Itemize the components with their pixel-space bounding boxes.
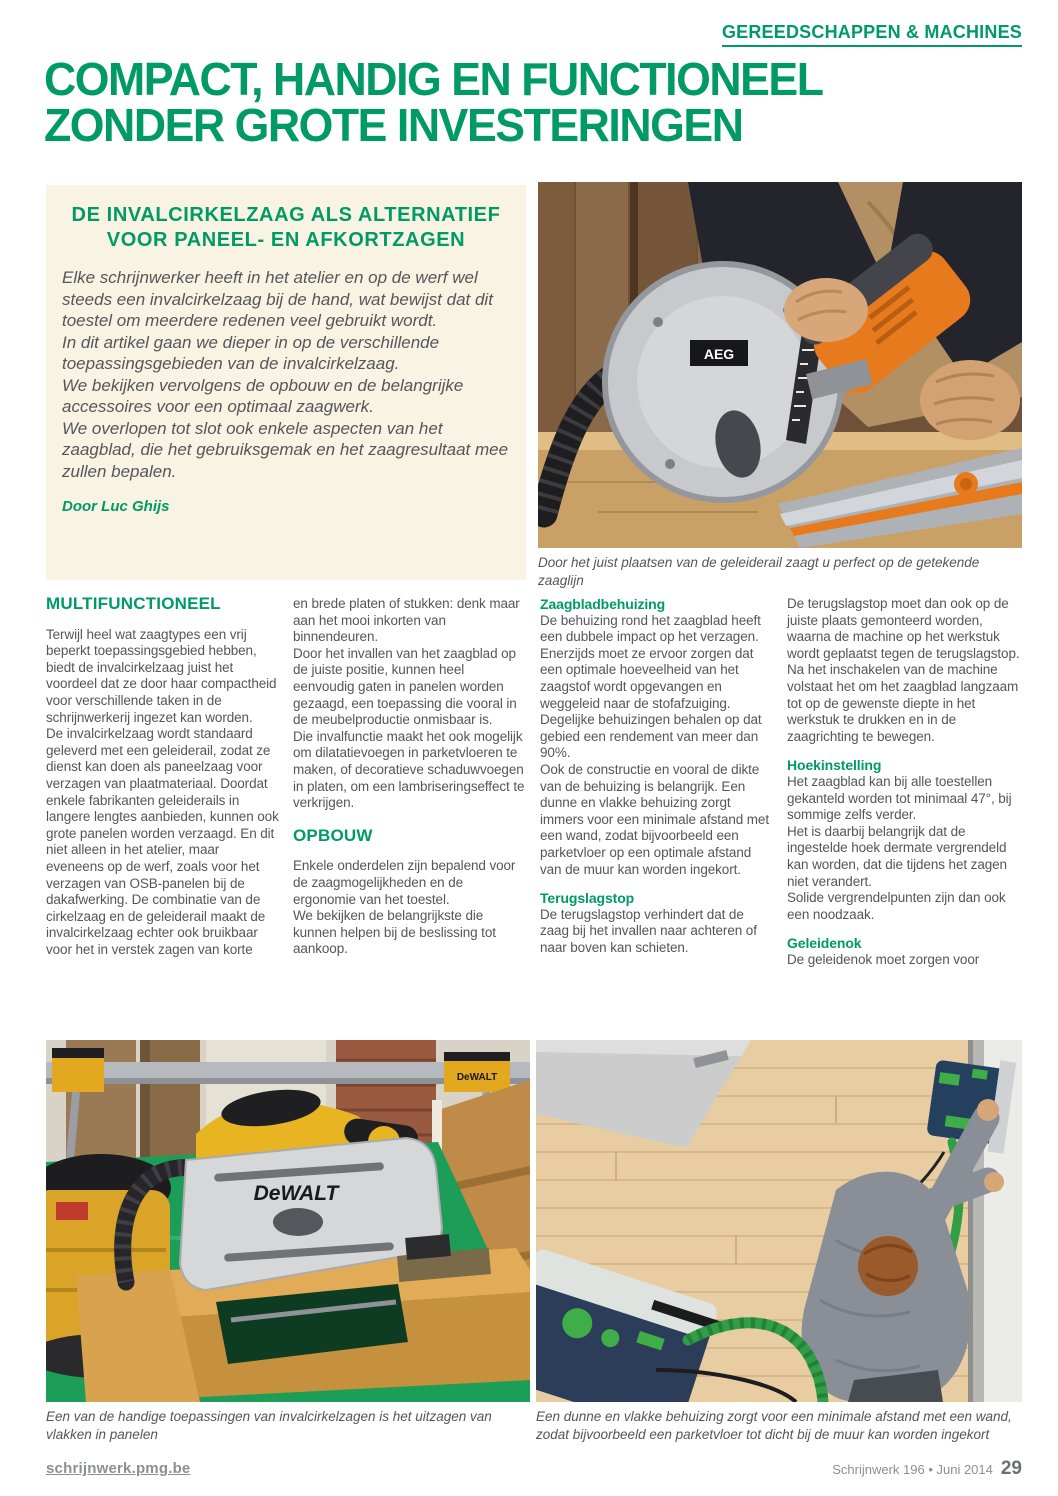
photo-dewalt-panel-cutout (46, 1040, 530, 1402)
intro-heading-line1: DE INVALCIRKELZAAG ALS ALTERNATIEF (71, 204, 501, 226)
body-paragraph: Ook de constructie en vooral de dikte van de behuizing is belangrijk. Een dunne en vlakke behuizing zorgt immers voor een minimale afstand met een wand, zodat bijvoorbeeld een parketvloer op een optimale afstand van de muur kan worden ingekort. (540, 761, 769, 877)
section-heading-multifunctioneel: MULTIFUNCTIONEEL (46, 594, 221, 613)
body-paragraph: Door het invallen van het zaagblad op de juiste positie, kunnen heel eenvoudig gaten in panelen worden gezaagd, een toepassing die vooral in de meubelproductie onmisbaar is. (293, 645, 517, 728)
body-paragraph: De behuizing rond het zaagblad heeft een dubbele impact op het verzagen. (540, 612, 761, 645)
body-paragraph: Enerzijds moet ze ervoor zorgen dat een optimale hoeveelheid van het zaagstof wordt opgevangen en weggeleid naar de stofafzuiging. (540, 645, 754, 711)
photo-caption-bottom-right: Een dunne en vlakke behuizing zorgt voor een minimale afstand met een wand, zodat bijvoorbeeld een parketvloer tot dicht bij de muur kan worden ingekort (536, 1409, 1012, 1442)
body-paragraph: Het zaagblad kan bij alle toestellen gekanteld worden tot minimaal 47°, bij sommige zelfs verder. (787, 773, 1012, 823)
photo-aeg-plunge-saw (538, 182, 1022, 548)
body-paragraph: Enkele onderdelen zijn bepalend voor de zaagmogelijkheden en de ergonomie van het toestel. (293, 858, 516, 907)
photo-parquet-wall-saw (536, 1040, 1022, 1402)
body-paragraph: Terwijl heel wat zaagtypes een vrij beperkt toepassingsgebied hebben, biedt de invalcirkelzaag juist het voordeel dat ze door haar compactheid voor verschillende taken in de schrijnwerkerij ingezet kan worden. (46, 626, 277, 725)
body-paragraph: De terugslagstop moet dan ook op de juiste plaats gemonteerd worden, waarna de machine op het werkstuk wordt geplaatst tegen de terugslagstop. (787, 596, 1020, 661)
footer-website-link[interactable]: schrijnwerk.pmg.be (46, 1460, 191, 1477)
intro-paragraph: Elke schrijnwerker heeft in het atelier en op de werf wel steeds een invalcirkelzaag bij de hand, wat bewijst dat dit toestel om meerdere redenen veel gebruikt wordt. (62, 268, 493, 330)
article-column-1 (46, 596, 279, 968)
footer-issue-info (832, 1458, 1022, 1480)
section-kicker: GEREEDSCHAPPEN & MACHINES (722, 22, 1022, 47)
photo-dewalt-illustration (46, 1040, 530, 1402)
subheading-hoekinstelling: Hoekinstelling (787, 757, 882, 774)
author-byline: Door Luc Ghijs (62, 498, 170, 515)
intro-paragraph: We bekijken vervolgens de opbouw en de belangrijke accessoires voor een optimaal zaagwerk. (62, 375, 464, 416)
body-paragraph: We bekijken de belangrijkste die kunnen helpen bij de beslissing tot aankoop. (293, 908, 496, 957)
article-body (46, 596, 1022, 968)
subheading-zaagbladbehuizing: Zaagbladbehuizing (540, 596, 666, 612)
body-paragraph: De terugslagstop verhindert dat de zaag bij het invallen naar achteren of naar boven kan schieten. (540, 906, 757, 955)
aeg-brand-label: AEG (703, 346, 735, 362)
section-heading-opbouw: OPBOUW (293, 825, 373, 845)
intro-paragraph: In dit artikel gaan we dieper in op de verschillende toepassingsgebieden van de invalcirkelzaag. (62, 332, 440, 373)
subheading-geleidenok: Geleidenok (787, 935, 862, 952)
photo-caption-top: Door het juist plaatsen van de geleiderail zaagt u perfect op de getekende zaaglijn (538, 555, 980, 588)
article-column-4 (787, 596, 1020, 968)
body-paragraph: en brede platen of stukken: denk maar aan het mooi inkorten van binnendeuren. (293, 596, 520, 645)
body-paragraph: De geleidenok moet zorgen voor (787, 951, 980, 967)
intro-heading (62, 203, 510, 253)
footer-issue-text: Schrijnwerk 196 • Juni 2014 (832, 1462, 993, 1477)
page-title (44, 53, 823, 151)
intro-box (46, 185, 526, 580)
body-paragraph: Degelijke behuizingen behalen op dat gebied een rendement van meer dan 90%. (540, 712, 762, 761)
subheading-terugslagstop: Terugslagstop (540, 890, 635, 907)
body-paragraph: De invalcirkelzaag wordt standaard geleverd met een geleiderail, zodat ze dienst kan doen als paneelzaag voor verzagen van plaatmateriaal. Doordat enkele fabrikanten geleiderails in langere lengtes aanbieden, kunnen ook grote panelen worden verzaagd. En dit niet alleen in het atelier, maar eveneens op de werf, zoals voor het verzagen van OSB-panelen bij de dakafwerking. De combinatie van de cirkelzaag en de geleiderail maakt de invalcirkelzaag echter ook bruikbaar voor het in verstek zagen van korte (46, 726, 279, 957)
article-column-3 (540, 596, 773, 968)
page-title-line1: COMPACT, HANDIG EN FUNCTIONEEL (44, 53, 823, 105)
photo-parquet-illustration (536, 1040, 1022, 1402)
dewalt-brand-label: DeWALT (253, 1182, 339, 1205)
intro-paragraph: We overlopen tot slot ook enkele aspecten van het zaagblad, die het gebruiksgemak en het zaagresultaat mee zullen bepalen. (62, 418, 509, 481)
intro-text (62, 267, 510, 482)
article-column-2 (293, 596, 526, 968)
intro-heading-line2: VOOR PANEEL- EN AFKORTZAGEN (106, 229, 466, 251)
body-paragraph: Solide vergrendelpunten zijn dan ook een noodzaak. (787, 890, 1006, 922)
dewalt-clamp-brand-label: DeWALT (456, 1072, 498, 1083)
photo-caption-bottom-left: Een van de handige toepassingen van invalcirkelzagen is het uitzagen van vlakken in panelen (46, 1409, 492, 1442)
body-paragraph: Die invalfunctie maakt het ook mogelijk om dilatatievoegen in parketvloeren te maken, of decoratieve schaduwvoegen in platen, om een lambriseringseffect te verkrijgen. (293, 728, 525, 811)
page-title-line2: ZONDER GROTE INVESTERINGEN (44, 99, 743, 151)
body-paragraph: Het is daarbij belangrijk dat de ingestelde hoek dermate vergrendeld kan worden, dat die tijdens het zagen niet verandert. (787, 823, 1007, 889)
footer-page-number: 29 (1000, 1458, 1022, 1479)
body-paragraph: Na het inschakelen van de machine volstaat het om het zaagblad langzaam tot op de gewenste diepte in het werkstuk te drukken en in de zaagrichting te bewegen. (787, 662, 1019, 744)
photo-aeg-plunge-saw-illustration (538, 182, 1022, 548)
